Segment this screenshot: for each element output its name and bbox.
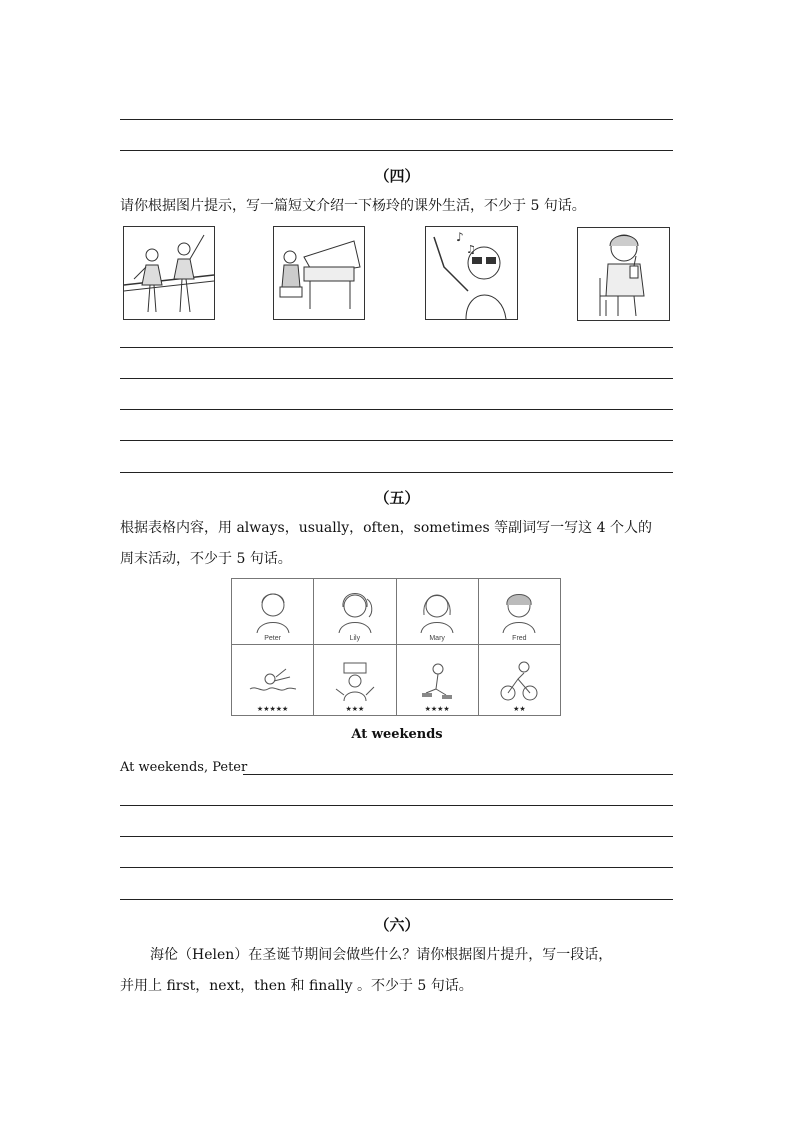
writing-line [120,805,673,806]
activity-cell-skating [396,645,478,716]
section-4-heading: （四） [374,167,420,185]
girl-drinking-picture [577,227,670,321]
cleaning-icon [330,659,380,703]
boy-face-icon [499,589,539,633]
table-caption: At weekends [351,727,443,742]
rating-stars: ★★★★ [424,706,450,713]
writing-line [120,472,673,473]
skating-icon [412,659,462,703]
section-6-instruction-line-2: 并用上 first，next，then 和 finally 。不少于 5 句话。 [120,978,473,994]
boy-face-icon [253,589,293,633]
rating-stars: ★★★ [345,706,365,713]
swimming-icon [248,659,298,703]
section-6-instruction-line-1: 海伦（Helen）在圣诞节期间会做些什么？请你根据图片提升，写一段话， [150,947,613,963]
weekend-activity-table [231,578,561,716]
writing-line [120,836,673,837]
person-name: Lily [349,635,361,643]
cycling-icon [494,659,544,703]
girl-face-icon [417,589,457,633]
writing-line [120,347,673,348]
rating-stars: ★★★★★ [256,706,289,713]
section-5-instruction-line-1: 根据表格内容，用 always，usually，often，sometimes 等副词写一写这 4 个人的 [120,520,652,536]
girl-face-icon [335,589,375,633]
rating-stars: ★★ [513,706,526,713]
section-5-instruction-line-2: 周末活动，不少于 5 句话。 [120,551,292,567]
person-cell-peter [232,579,314,645]
piano-player-picture [273,226,365,320]
writing-line [120,867,673,868]
person-cell-lily [314,579,396,645]
singing-girl-picture [425,226,518,320]
svg-text:♫: ♫ [466,243,476,256]
writing-line [120,119,673,120]
person-cell-mary [396,579,478,645]
person-name: Mary [429,635,445,643]
section-5-heading: （五） [374,489,420,507]
sentence-starter-text: At weekends, Peter [120,760,248,775]
writing-line [120,440,673,441]
activity-cell-cycling [478,645,560,716]
person-name: Fred [512,635,527,643]
section-6-heading: （六） [374,916,420,934]
writing-line [243,774,673,775]
writing-line [120,378,673,379]
writing-line [120,899,673,900]
activity-cell-cleaning [314,645,396,716]
writing-line [120,150,673,151]
person-cell-fred [478,579,560,645]
writing-line [120,409,673,410]
section-4-instruction: 请你根据图片提示，写一篇短文介绍一下杨玲的课外生活，不少于 5 句话。 [120,198,586,214]
section-6-instruction [120,940,680,1002]
person-name: Peter [264,635,281,643]
ballet-dancers-picture [123,226,215,320]
activity-cell-swimming [232,645,314,716]
section-5-instruction [120,513,680,575]
svg-text:♪: ♪ [456,230,464,244]
sentence-starter [120,760,673,775]
